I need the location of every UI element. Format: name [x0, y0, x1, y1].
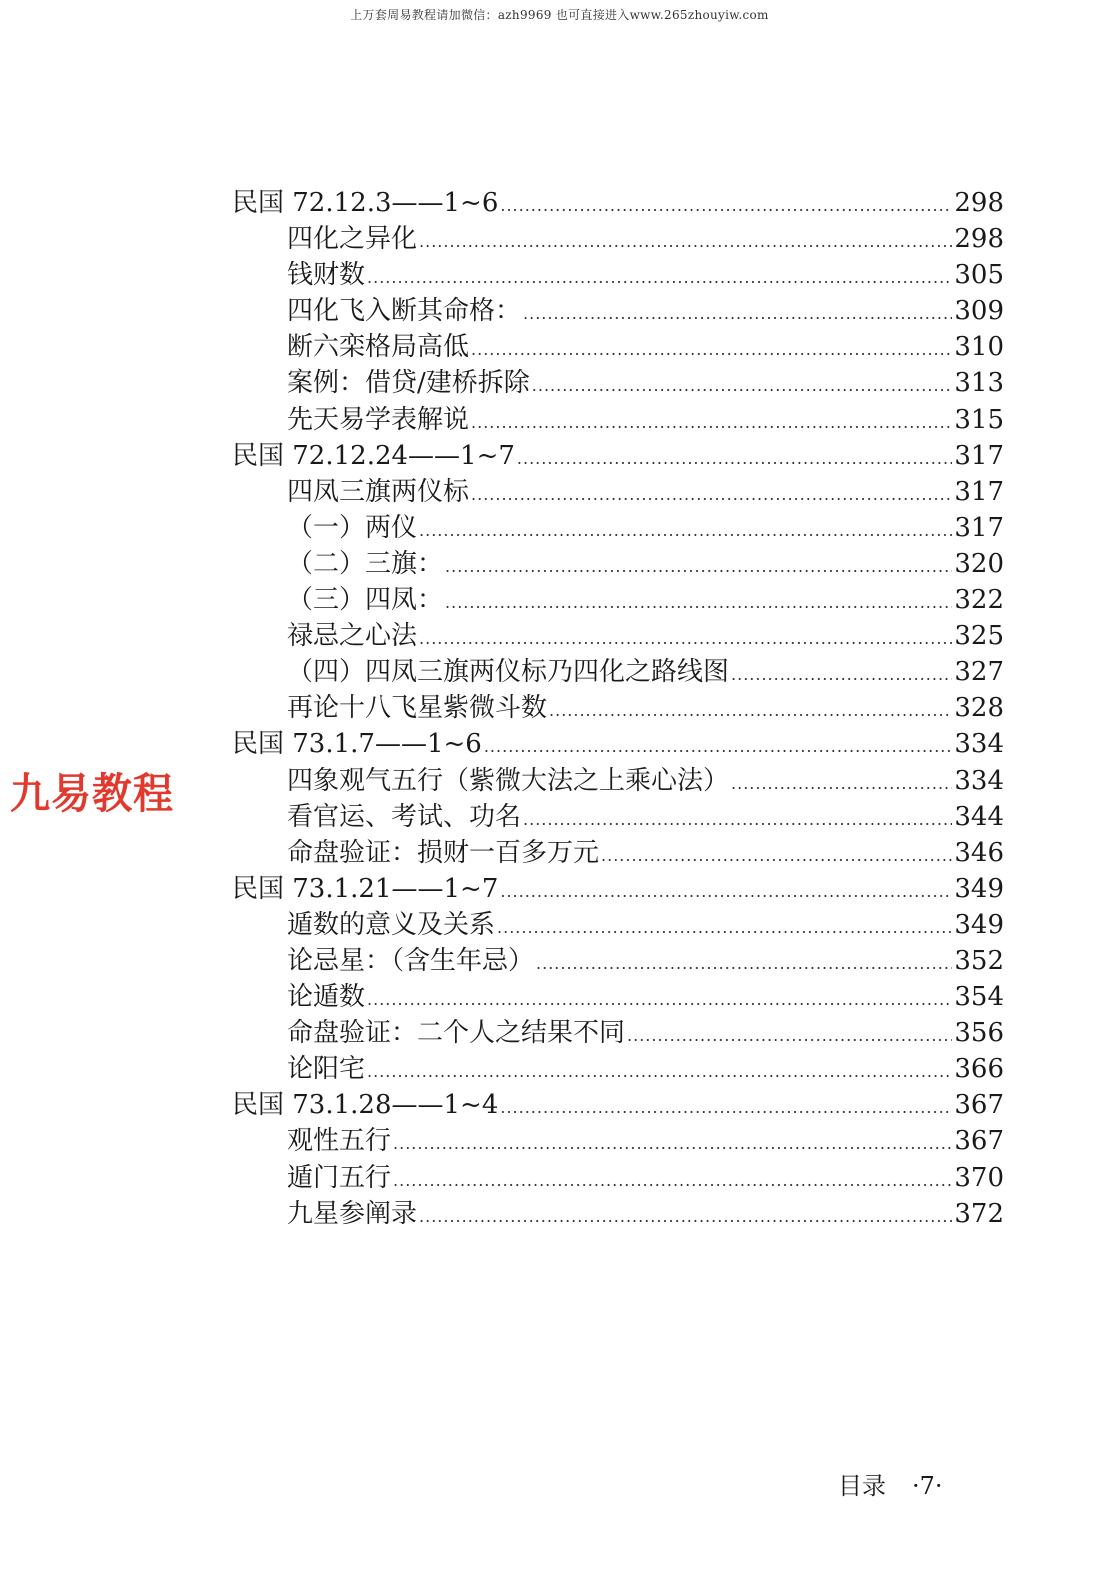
- toc-section-entry[interactable]: [232, 726, 1004, 762]
- toc-entry-page: 352: [954, 945, 1004, 976]
- toc-dot-leader: [523, 293, 952, 332]
- toc-subsection-entry[interactable]: [232, 979, 1004, 1015]
- toc-subsection-entry[interactable]: [232, 799, 1004, 835]
- toc-dot-leader: [471, 402, 952, 441]
- toc-subsection-entry[interactable]: [232, 474, 1004, 510]
- table-of-contents: [232, 185, 1004, 1232]
- toc-entry-title: 民国 73.1.7——1~6: [232, 729, 482, 760]
- toc-entry-page: 334: [954, 765, 1004, 796]
- toc-entry-title: 看官运、考试、功名: [287, 801, 522, 832]
- toc-dot-leader: [445, 582, 952, 621]
- toc-entry-page: 325: [954, 621, 1004, 652]
- toc-dot-leader: [393, 1123, 952, 1162]
- toc-subsection-entry[interactable]: [232, 546, 1004, 582]
- toc-section-entry[interactable]: [232, 871, 1004, 907]
- toc-entry-title: （二）三旗：: [287, 548, 444, 579]
- toc-subsection-entry[interactable]: [232, 907, 1004, 943]
- toc-entry-page: 349: [954, 909, 1004, 940]
- toc-entry-page: 298: [954, 188, 1004, 218]
- toc-entry-title: 案例：借贷/建桥拆除: [287, 368, 530, 399]
- toc-dot-leader: [484, 726, 953, 765]
- toc-entry-page: 367: [954, 1126, 1004, 1157]
- toc-entry-title: 命盘验证：二个人之结果不同: [287, 1018, 626, 1049]
- toc-entry-title: 遁数的意义及关系: [287, 909, 496, 940]
- toc-entry-page: 367: [954, 1090, 1004, 1121]
- toc-entry-title: （四）四凤三旗两仪标乃四化之路线图: [287, 657, 730, 688]
- toc-subsection-entry[interactable]: [232, 835, 1004, 871]
- toc-subsection-entry[interactable]: [232, 690, 1004, 726]
- toc-dot-leader: [445, 546, 952, 585]
- toc-entry-title: 遁门五行: [287, 1162, 392, 1193]
- toc-entry-title: 四凤三旗两仪标: [287, 476, 470, 507]
- header-watermark: 上万套周易教程请加微信：azh9969 也可直接进入www.265zhouyiw.com: [350, 8, 769, 22]
- toc-entry-page: 356: [954, 1018, 1004, 1049]
- toc-dot-leader: [731, 654, 952, 693]
- toc-dot-leader: [517, 438, 952, 477]
- toc-dot-leader: [367, 979, 952, 1018]
- toc-subsection-entry[interactable]: [232, 1015, 1004, 1051]
- toc-dot-leader: [419, 1196, 952, 1235]
- toc-subsection-entry[interactable]: [232, 654, 1004, 690]
- toc-entry-title: 民国 73.1.21——1~7: [232, 873, 499, 904]
- toc-subsection-entry[interactable]: [232, 763, 1004, 799]
- toc-subsection-entry[interactable]: [232, 582, 1004, 618]
- toc-entry-page: 372: [954, 1198, 1004, 1229]
- toc-entry-title: 论遁数: [287, 982, 366, 1013]
- toc-entry-title: 观性五行: [287, 1126, 392, 1157]
- toc-entry-title: 四化之异化: [287, 224, 418, 255]
- toc-entry-page: 317: [954, 512, 1004, 543]
- toc-dot-leader: [532, 365, 953, 404]
- toc-dot-leader: [419, 510, 952, 549]
- toc-subsection-entry[interactable]: [232, 618, 1004, 654]
- toc-dot-leader: [471, 329, 952, 368]
- toc-entry-title: 论忌星：（含生年忌）: [287, 945, 535, 976]
- footer-page-number: ·7·: [912, 1472, 943, 1500]
- toc-entry-page: 310: [954, 332, 1004, 363]
- toc-entry-page: 346: [954, 837, 1004, 868]
- toc-entry-title: 钱财数: [287, 260, 366, 291]
- toc-entry-title: （一）两仪: [287, 512, 418, 543]
- toc-entry-page: 320: [954, 548, 1004, 579]
- toc-entry-page: 298: [954, 224, 1004, 255]
- toc-dot-leader: [497, 907, 952, 946]
- toc-subsection-entry[interactable]: [232, 1160, 1004, 1196]
- toc-entry-title: 民国 72.12.3——1~6: [232, 188, 499, 218]
- toc-dot-leader: [536, 943, 952, 982]
- toc-dot-leader: [367, 1051, 952, 1090]
- toc-entry-title: 民国 72.12.24——1~7: [232, 440, 515, 471]
- toc-entry-page: 305: [954, 260, 1004, 291]
- toc-subsection-entry[interactable]: [232, 293, 1004, 329]
- toc-entry-page: 317: [954, 440, 1004, 471]
- toc-entry-page: 328: [954, 693, 1004, 724]
- toc-dot-leader: [601, 835, 952, 874]
- toc-subsection-entry[interactable]: [232, 221, 1004, 257]
- toc-entry-title: 九星参阐录: [287, 1198, 418, 1229]
- toc-dot-leader: [367, 257, 952, 296]
- toc-entry-page: 370: [954, 1162, 1004, 1193]
- toc-entry-page: 322: [954, 585, 1004, 616]
- toc-entry-page: 354: [954, 982, 1004, 1013]
- side-logo-watermark: 九易教程: [10, 770, 174, 819]
- toc-entry-title: 命盘验证：损财一百多万元: [287, 837, 600, 868]
- toc-entry-page: 309: [954, 296, 1004, 327]
- toc-subsection-entry[interactable]: [232, 402, 1004, 438]
- toc-entry-page: 327: [954, 657, 1004, 688]
- toc-subsection-entry[interactable]: [232, 510, 1004, 546]
- toc-dot-leader: [419, 618, 952, 657]
- toc-subsection-entry[interactable]: [232, 943, 1004, 979]
- toc-entry-page: 317: [954, 476, 1004, 507]
- page-footer: [838, 1466, 943, 1501]
- toc-entry-page: 349: [954, 873, 1004, 904]
- toc-entry-page: 344: [954, 801, 1004, 832]
- toc-dot-leader: [500, 871, 952, 910]
- toc-dot-leader: [731, 763, 952, 802]
- footer-section-label: 目录: [838, 1472, 886, 1500]
- toc-entry-title: （三）四凤：: [287, 585, 444, 616]
- toc-entry-page: 334: [954, 729, 1004, 760]
- toc-entry-title: 再论十八飞星紫微斗数: [287, 693, 548, 724]
- toc-entry-page: 313: [954, 368, 1004, 399]
- toc-dot-leader: [419, 221, 952, 260]
- toc-entry-title: 四象观气五行（紫微大法之上乘心法）: [287, 765, 730, 796]
- toc-subsection-entry[interactable]: [232, 1196, 1004, 1232]
- toc-section-entry[interactable]: [232, 438, 1004, 474]
- toc-entry-title: 断六栾格局高低: [287, 332, 470, 363]
- toc-dot-leader: [627, 1015, 952, 1054]
- toc-subsection-entry[interactable]: [232, 1123, 1004, 1159]
- toc-subsection-entry[interactable]: [232, 365, 1004, 401]
- toc-dot-leader: [471, 474, 952, 513]
- toc-entry-title: 论阳宅: [287, 1054, 366, 1085]
- toc-section-entry[interactable]: [232, 1087, 1004, 1123]
- toc-dot-leader: [500, 185, 952, 224]
- toc-entry-page: 366: [954, 1054, 1004, 1085]
- toc-subsection-entry[interactable]: [232, 329, 1004, 365]
- toc-entry-title: 民国 73.1.28——1~4: [232, 1090, 499, 1121]
- toc-subsection-entry[interactable]: [232, 1051, 1004, 1087]
- toc-entry-title: 禄忌之心法: [287, 621, 418, 652]
- toc-entry-page: 315: [954, 404, 1004, 435]
- toc-section-entry[interactable]: [232, 185, 1004, 221]
- toc-dot-leader: [500, 1087, 952, 1126]
- toc-dot-leader: [549, 690, 952, 729]
- toc-entry-title: 四化飞入断其命格：: [287, 296, 522, 327]
- toc-dot-leader: [393, 1160, 952, 1199]
- toc-entry-title: 先天易学表解说: [287, 404, 470, 435]
- toc-subsection-entry[interactable]: [232, 257, 1004, 293]
- toc-dot-leader: [523, 799, 952, 838]
